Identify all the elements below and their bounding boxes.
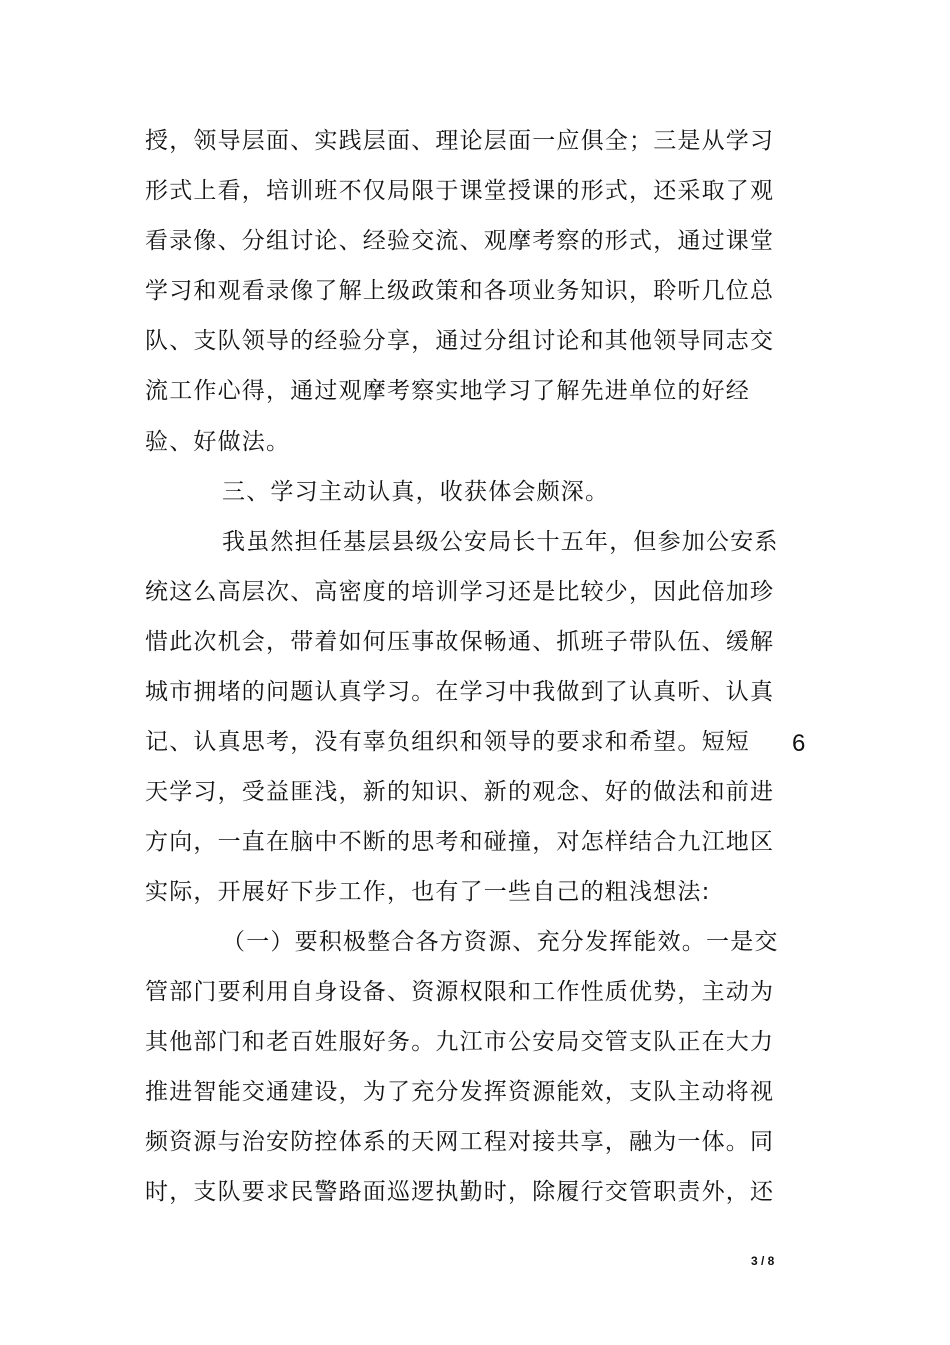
text-line: 记、认真思考，没有辜负组织和领导的要求和希望。短短 xyxy=(145,729,750,755)
text-line: 学习和观看录像了解上级政策和各项业务知识，聆听几位总 xyxy=(145,278,775,304)
text-line: 实际，开展好下步工作，也有了一些自己的粗浅想法: xyxy=(145,879,711,905)
text-line: 验、好做法。 xyxy=(145,429,291,455)
page-number: 3 / 8 xyxy=(751,1254,775,1268)
text-line: 天学习，受益匪浅，新的知识、新的观念、好的做法和前进 xyxy=(145,779,775,805)
subsection-first-line: （一）要积极整合各方资源、充分发挥能效。一是交 xyxy=(222,929,779,955)
margin-note: 6 xyxy=(792,730,806,757)
text-line: 方向，一直在脑中不断的思考和碰撞，对怎样结合九江地区 xyxy=(145,829,775,855)
text-line: 统这么高层次、高密度的培训学习还是比较少，因此倍加珍 xyxy=(145,579,775,605)
text-line: 形式上看，培训班不仅局限于课堂授课的形式，还采取了观 xyxy=(145,178,775,204)
text-line: 看录像、分组讨论、经验交流、观摩考察的形式，通过课堂 xyxy=(145,228,775,254)
text-line: 时，支队要求民警路面巡逻执勤时，除履行交管职责外，还 xyxy=(145,1179,775,1205)
text-line: 频资源与治安防控体系的天网工程对接共享，融为一体。同 xyxy=(145,1129,775,1155)
text-line: 惜此次机会，带着如何压事故保畅通、抓班子带队伍、缓解 xyxy=(145,629,775,655)
text-line: 城市拥堵的问题认真学习。在学习中我做到了认真听、认真 xyxy=(145,679,775,705)
text-line: 授，领导层面、实践层面、理论层面一应俱全；三是从学习 xyxy=(145,128,775,154)
text-line: 其他部门和老百姓服好务。九江市公安局交管支队正在大力 xyxy=(145,1029,775,1055)
text-line: 管部门要利用自身设备、资源权限和工作性质优势，主动为 xyxy=(145,979,775,1005)
text-line: 队、支队领导的经验分享，通过分组讨论和其他领导同志交 xyxy=(145,328,775,354)
section-heading: 三、学习主动认真，收获体会颇深。 xyxy=(222,479,610,505)
text-line: 推进智能交通建设，为了充分发挥资源能效，支队主动将视 xyxy=(145,1079,775,1105)
text-line: 流工作心得，通过观摩考察实地学习了解先进单位的好经 xyxy=(145,378,750,404)
paragraph-first-line: 我虽然担任基层县级公安局长十五年，但参加公安系 xyxy=(222,529,779,555)
